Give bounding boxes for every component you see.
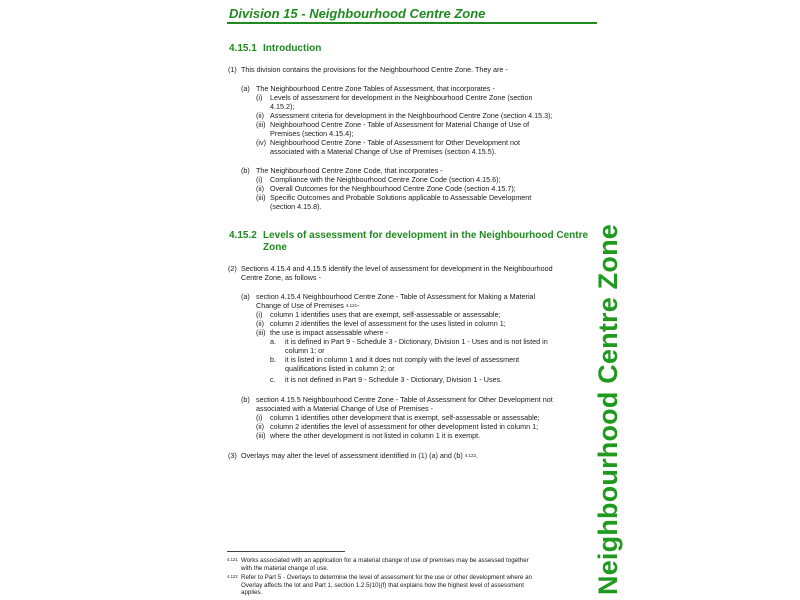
- footnote-number: 4.122: [227, 574, 238, 579]
- item-text: section 4.15.5 Neighbourhood Centre Zone - Table of Assessment for Other Development not: [256, 395, 553, 404]
- subsub-text-cont: qualifications listed in column 2; or: [285, 364, 395, 373]
- footnote-line: Refer to Part 5 - Overlays to determine the level of assessment for the use or other development where an: [241, 574, 532, 581]
- subitem-label: (i): [256, 175, 263, 184]
- subitem-label: (i): [256, 93, 263, 102]
- item-text-cont: [256, 301, 360, 310]
- footnote-line: Overlay affects the lot and Part 1, section 1.2.5(10)(f) that explains how the highest level of assessment: [241, 581, 524, 589]
- subitem-label: (i): [256, 413, 263, 422]
- subitem-text-cont: associated with a Material Change of Use of Premises (section 4.15.5).: [270, 147, 497, 156]
- footnote-line: applies.: [241, 589, 263, 596]
- para-text: [241, 451, 478, 460]
- item-label: (a): [241, 84, 250, 93]
- side-zone-title: Neighbourhood Centre Zone: [593, 224, 623, 595]
- subitem-text-cont: (section 4.15.8).: [270, 202, 322, 211]
- para-label: (1): [228, 65, 237, 74]
- subitem-text: Levels of assessment for development in the Neighbourhood Centre Zone (section: [270, 93, 533, 102]
- item-text-end: -: [357, 301, 360, 310]
- section-heading-intro: [229, 43, 321, 55]
- subitem-text: the use is impact assessable where -: [270, 328, 388, 337]
- footnote: [227, 557, 529, 572]
- subitem-label: (ii): [256, 111, 264, 120]
- item-label: (b): [241, 395, 250, 404]
- subitem-text: Overall Outcomes for the Neighbourhood Centre Zone Code (section 4.15.7);: [270, 184, 516, 193]
- subsub-label: c.: [270, 375, 276, 384]
- section-number: 4.15.2: [229, 230, 257, 241]
- subitem-text: where the other development is not listed in column 1 it is exempt.: [270, 431, 481, 440]
- subitem-text: Compliance with the Neighbourhood Centre Zone Code (section 4.15.6);: [270, 175, 501, 184]
- subitem-text: column 1 identifies uses that are exempt, self-assessable or assessable;: [270, 310, 501, 319]
- subitem-text: Neighbourhood Centre Zone - Table of Assessment for Material Change of Use of: [270, 120, 530, 129]
- subitem-label: (iii): [256, 431, 266, 440]
- footnote-line: Works associated with an application for a material change of use of premises may be assessed together: [241, 557, 529, 564]
- section-title-cont: Zone: [263, 242, 287, 253]
- item-text: The Neighbourhood Centre Zone Tables of Assessment, that incorporates -: [256, 84, 495, 93]
- section-heading-levels: [229, 230, 588, 242]
- subitem-text-cont: 4.15.2);: [270, 102, 295, 111]
- title-rule: [227, 22, 597, 24]
- para-text-end: .: [475, 451, 478, 460]
- subitem-label: (iii): [256, 193, 266, 202]
- division-title: Division 15 - Neighbourhood Centre Zone: [229, 6, 486, 21]
- para-text-part: Overlays may alter the level of assessment identified in (1) (a) and (b): [241, 451, 463, 460]
- subitem-label: (ii): [256, 184, 264, 193]
- subsub-text: it is defined in Part 9 - Schedule 3 - Dictionary, Division 1 - Uses and is not listed in: [285, 337, 548, 346]
- subitem-label: (iii): [256, 328, 266, 337]
- item-label: (a): [241, 292, 250, 301]
- item-label: (b): [241, 166, 250, 175]
- para-text: This division contains the provisions for the Neighbourhood Centre Zone. They are -: [241, 65, 508, 74]
- section-title: Levels of assessment for development in the Neighbourhood Centre: [263, 230, 589, 241]
- para-label: (2): [228, 264, 237, 273]
- item-text-part: Change of Use of Premises: [256, 301, 344, 310]
- subitem-label: (ii): [256, 319, 264, 328]
- subitem-label: (iv): [256, 138, 266, 147]
- footnote-ref: 4.122: [464, 453, 476, 458]
- subsub-label: b.: [270, 355, 276, 364]
- subitem-text: Neighbourhood Centre Zone - Table of Assessment for Other Development not: [270, 138, 520, 147]
- footnote-number: 4.121: [227, 557, 238, 562]
- subsub-text-cont: column 1; or: [285, 346, 325, 355]
- para-label: (3): [228, 451, 237, 460]
- footnote: [227, 574, 532, 597]
- section-number: 4.15.1: [229, 43, 257, 54]
- subitem-text: Assessment criteria for development in the Neighbourhood Centre Zone (section 4.15.3);: [270, 111, 553, 120]
- subitem-text: column 2 identifies the level of assessment for other development listed in column 1;: [270, 422, 539, 431]
- item-text: section 4.15.4 Neighbourhood Centre Zone - Table of Assessment for Making a Material: [256, 292, 536, 301]
- subsub-label: a.: [270, 337, 276, 346]
- item-text: The Neighbourhood Centre Zone Code, that incorporates -: [256, 166, 443, 175]
- subitem-label: (i): [256, 310, 263, 319]
- subitem-text: column 1 identifies other development that is exempt, self-assessable or assessable;: [270, 413, 540, 422]
- item-text-cont: associated with a Material Change of Use of Premises -: [256, 404, 433, 413]
- subitem-label: (ii): [256, 422, 264, 431]
- subitem-text-cont: Premises (section 4.15.4);: [270, 129, 354, 138]
- subitem-text: Specific Outcomes and Probable Solutions applicable to Assessable Development: [270, 193, 532, 202]
- section-title: Introduction: [263, 43, 322, 54]
- subitem-text: column 2 identifies the level of assessment for the uses listed in column 1;: [270, 319, 506, 328]
- footnote-line: with the material change of use.: [241, 564, 329, 572]
- subsub-text: it is listed in column 1 and it does not comply with the level of assessment: [285, 355, 520, 364]
- footnote-rule: [227, 551, 345, 552]
- subitem-label: (iii): [256, 120, 266, 129]
- para-text-cont: Centre Zone, as follows -: [241, 273, 321, 282]
- para-text: Sections 4.15.4 and 4.15.5 identify the level of assessment for development in the Neighbourhood: [241, 264, 553, 273]
- footnote-ref: 4.121: [345, 303, 358, 308]
- subsub-text: it is not defined in Part 9 - Schedule 3 - Dictionary, Division 1 - Uses.: [285, 375, 503, 384]
